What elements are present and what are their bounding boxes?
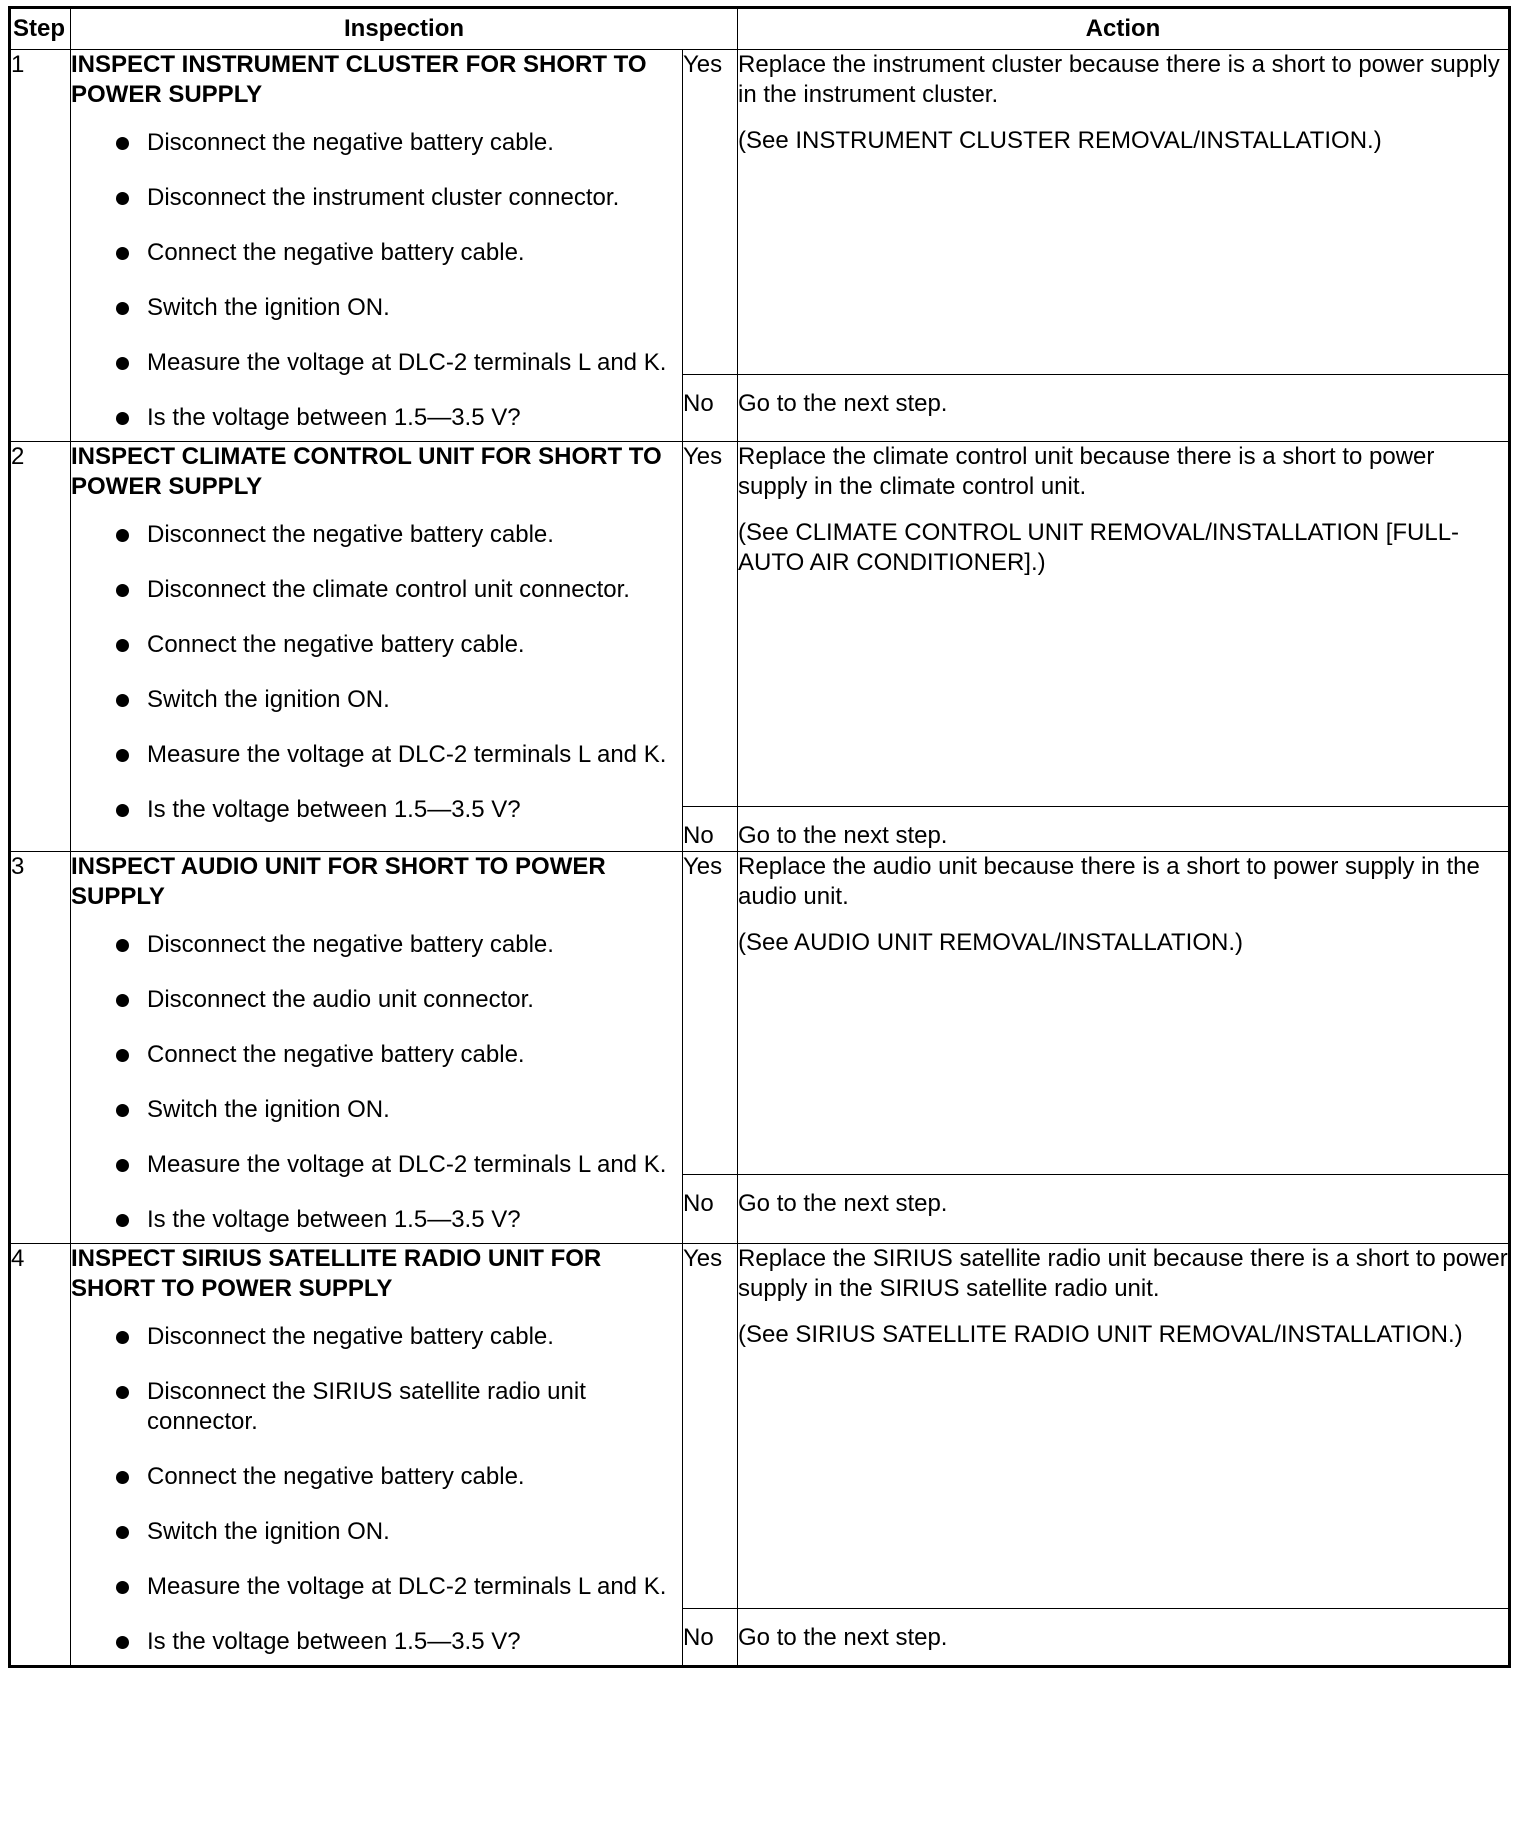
inspection-bullet: Disconnect the negative battery cable. (71, 930, 682, 960)
inspection-column-header: Inspection (71, 8, 738, 50)
yes-label: Yes (683, 1244, 738, 1609)
yes-action (738, 852, 1510, 1175)
inspection-bullet: Is the voltage between 1.5—3.5 V? (71, 1627, 682, 1657)
action-column-header: Action (738, 8, 1510, 50)
inspection-cell (71, 852, 683, 1244)
no-action-text: Go to the next step. (738, 1624, 948, 1651)
inspection-bullet: Disconnect the audio unit connector. (71, 985, 682, 1015)
inspection-bullet: Is the voltage between 1.5—3.5 V? (71, 403, 682, 433)
inspection-steps (71, 520, 682, 825)
inspection-bullet: Measure the voltage at DLC-2 terminals L and K. (71, 1150, 682, 1180)
action-reference: (See AUDIO UNIT REMOVAL/INSTALLATION.) (738, 929, 1244, 956)
step-2-yes-row (10, 442, 1510, 807)
inspection-steps (71, 1322, 682, 1657)
step-3-group (10, 852, 1510, 1244)
yes-action (738, 442, 1510, 807)
inspection-title: INSPECT INSTRUMENT CLUSTER FOR SHORT TO POWER SUPPLY (71, 51, 647, 108)
inspection-bullet: Measure the voltage at DLC-2 terminals L and K. (71, 348, 682, 378)
no-label (683, 1609, 738, 1667)
no-label (683, 1175, 738, 1244)
no-label (683, 375, 738, 442)
inspection-bullet: Disconnect the climate control unit connector. (71, 575, 682, 605)
inspection-bullet: Measure the voltage at DLC-2 terminals L and K. (71, 1572, 682, 1602)
step-1-yes-row (10, 50, 1510, 375)
no-action (738, 807, 1510, 852)
action-text: Replace the audio unit because there is a short to power supply in the audio unit. (738, 853, 1480, 910)
table-header-row (10, 8, 1510, 50)
yes-action (738, 1244, 1510, 1609)
action-text: Replace the instrument cluster because there is a short to power supply in the instrument cluster. (738, 51, 1500, 108)
inspection-cell (71, 1244, 683, 1667)
no-action-text: Go to the next step. (738, 822, 948, 849)
step-3-yes-row (10, 852, 1510, 1175)
step-number: 1 (10, 50, 71, 442)
no-label-text: No (683, 1624, 714, 1651)
no-label-text: No (683, 390, 714, 417)
diagnostic-document (8, 6, 1508, 1840)
step-number: 2 (10, 442, 71, 852)
inspection-title: INSPECT SIRIUS SATELLITE RADIO UNIT FOR SHORT TO POWER SUPPLY (71, 1245, 602, 1302)
yes-label: Yes (683, 852, 738, 1175)
inspection-steps (71, 128, 682, 433)
yes-label: Yes (683, 50, 738, 375)
inspection-steps (71, 930, 682, 1235)
inspection-bullet: Disconnect the negative battery cable. (71, 128, 682, 158)
no-action-text: Go to the next step. (738, 390, 948, 417)
inspection-bullet: Disconnect the SIRIUS satellite radio unit connector. (71, 1377, 682, 1437)
step-4-yes-row (10, 1244, 1510, 1609)
no-action (738, 375, 1510, 442)
inspection-bullet: Is the voltage between 1.5—3.5 V? (71, 1205, 682, 1235)
inspection-title: INSPECT CLIMATE CONTROL UNIT FOR SHORT TO POWER SUPPLY (71, 443, 662, 500)
step-number: 4 (10, 1244, 71, 1667)
inspection-bullet: Disconnect the instrument cluster connector. (71, 183, 682, 213)
action-text: Replace the SIRIUS satellite radio unit because there is a short to power supply in the SIRIUS satellite radio unit. (738, 1245, 1508, 1302)
step-4-group (10, 1244, 1510, 1667)
inspection-bullet: Connect the negative battery cable. (71, 1462, 682, 1492)
action-reference: (See SIRIUS SATELLITE RADIO UNIT REMOVAL/INSTALLATION.) (738, 1321, 1463, 1348)
inspection-bullet: Switch the ignition ON. (71, 1517, 682, 1547)
inspection-bullet: Measure the voltage at DLC-2 terminals L and K. (71, 740, 682, 770)
step-2-group (10, 442, 1510, 852)
no-label-text: No (683, 822, 714, 849)
no-action-text: Go to the next step. (738, 1190, 948, 1217)
inspection-bullet: Connect the negative battery cable. (71, 1040, 682, 1070)
inspection-cell (71, 442, 683, 852)
inspection-title: INSPECT AUDIO UNIT FOR SHORT TO POWER SUPPLY (71, 853, 606, 910)
step-column-header: Step (10, 8, 71, 50)
inspection-bullet: Connect the negative battery cable. (71, 630, 682, 660)
inspection-bullet: Disconnect the negative battery cable. (71, 520, 682, 550)
action-text: Replace the climate control unit because there is a short to power supply in the climate control unit. (738, 443, 1435, 500)
inspection-bullet: Switch the ignition ON. (71, 1095, 682, 1125)
action-reference: (See INSTRUMENT CLUSTER REMOVAL/INSTALLATION.) (738, 127, 1382, 154)
inspection-bullet: Connect the negative battery cable. (71, 238, 682, 268)
yes-label: Yes (683, 442, 738, 807)
action-reference: (See CLIMATE CONTROL UNIT REMOVAL/INSTALLATION [FULL-AUTO AIR CONDITIONER].) (738, 519, 1460, 576)
no-action (738, 1175, 1510, 1244)
yes-action (738, 50, 1510, 375)
no-label (683, 807, 738, 852)
step-number: 3 (10, 852, 71, 1244)
step-1-group (10, 50, 1510, 442)
no-label-text: No (683, 1190, 714, 1217)
no-action (738, 1609, 1510, 1667)
diagnostic-procedure-table (8, 6, 1511, 1668)
inspection-bullet: Disconnect the negative battery cable. (71, 1322, 682, 1352)
inspection-cell (71, 50, 683, 442)
inspection-bullet: Switch the ignition ON. (71, 293, 682, 323)
inspection-bullet: Switch the ignition ON. (71, 685, 682, 715)
inspection-bullet: Is the voltage between 1.5—3.5 V? (71, 795, 682, 825)
